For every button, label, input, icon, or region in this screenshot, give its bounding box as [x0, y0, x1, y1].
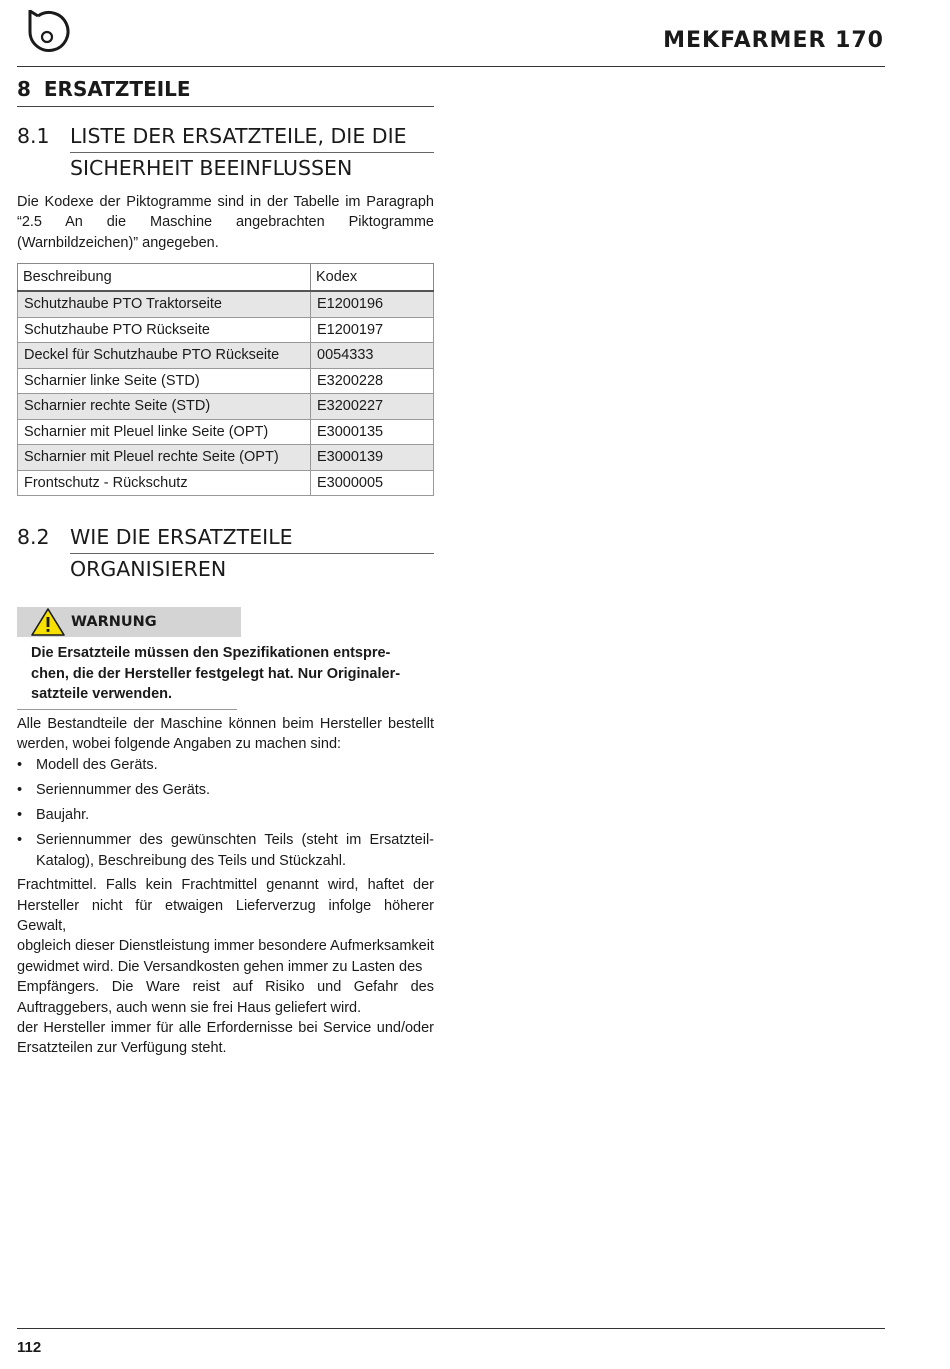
- section-8-2-number: 8.2: [17, 525, 50, 550]
- table-row: [18, 368, 434, 394]
- section-8-1-title-line2: SICHERHEIT BEEINFLUSSEN: [70, 156, 353, 180]
- ordering-list: [17, 755, 434, 871]
- list-item: • Seriennummer des gewünschten Teils (steht im Ersatzteil-Katalog), Beschreibung des Teils und Stückzahl.: [17, 830, 434, 871]
- ordering-notes: [17, 875, 434, 1059]
- row-code: E1200197: [311, 317, 434, 343]
- row-code: E3200227: [311, 394, 434, 420]
- ordering-note: Frachtmittel. Falls kein Frachtmittel genannt wird, haftet der Hersteller nicht für etwaigen Lieferverzug infolge höherer Gewalt,: [17, 877, 434, 935]
- ordering-note: Empfängers. Die Ware reist auf Risiko und Gefahr des Auftraggebers, auch wenn sie frei Haus geliefert wird.: [17, 979, 434, 1016]
- table-row: [18, 445, 434, 471]
- row-description: Scharnier linke Seite (STD): [18, 368, 311, 394]
- row-code: E3000005: [311, 470, 434, 496]
- table-row: [18, 343, 434, 369]
- warning-line: Die Ersatzteile müssen den Spezifikationen entspre-: [31, 645, 391, 662]
- list-item: • Baujahr.: [17, 805, 434, 825]
- section-8-1-heading: [17, 121, 434, 184]
- warning-triangle-icon: [31, 608, 65, 636]
- row-code: E3000135: [311, 419, 434, 445]
- row-code: E1200196: [311, 291, 434, 317]
- ordering-note: der Hersteller immer für alle Erfordernisse bei Service und/oder Ersatzteilen zur Verfügung steht.: [17, 1020, 434, 1057]
- section-8-1-intro: Die Kodexe der Piktogramme sind in der Tabelle im Paragraph “2.5 An die Maschine angebrachten Piktogramme (Warnbildzeichen)” angegeben.: [17, 194, 434, 251]
- row-code: E3000139: [311, 445, 434, 471]
- table-row: [18, 419, 434, 445]
- warning-line: chen, die der Hersteller festgelegt hat. Nur Originaler-: [31, 665, 401, 682]
- header-code: Kodex: [311, 264, 434, 292]
- parts-table: [17, 263, 434, 496]
- warning-line: satzteile verwenden.: [31, 686, 173, 703]
- table-row: [18, 470, 434, 496]
- section-8-1-number: 8.1: [17, 124, 50, 148]
- header-rule: [17, 66, 885, 67]
- main-column: [17, 74, 434, 1059]
- row-description: Scharnier mit Pleuel linke Seite (OPT): [18, 419, 311, 445]
- section-8-number: 8: [17, 77, 31, 101]
- warning-label: WARNUNG: [71, 614, 157, 631]
- row-description: Schutzhaube PTO Rückseite: [18, 317, 311, 343]
- warning-rule: [17, 709, 237, 710]
- section-8-title: ERSATZTEILE: [43, 77, 191, 101]
- section-8-1-title-line1: LISTE DER ERSATZTEILE, DIE DIE: [70, 121, 434, 153]
- table-row: [18, 317, 434, 343]
- section-8-heading: [17, 74, 434, 107]
- row-description: Frontschutz - Rückschutz: [18, 470, 311, 496]
- section-8-2-title-line1: WIE DIE ERSATZTEILE: [70, 522, 434, 554]
- brand-name: MEKFARMER 170: [663, 28, 884, 53]
- parts-table-header: [18, 264, 434, 292]
- row-description: Scharnier mit Pleuel rechte Seite (OPT): [18, 445, 311, 471]
- footer-rule: [17, 1328, 885, 1329]
- row-description: Scharnier rechte Seite (STD): [18, 394, 311, 420]
- section-8-2-heading: [17, 522, 434, 585]
- warning-text: [31, 643, 401, 705]
- header-description: Beschreibung: [18, 264, 311, 292]
- warning-header: [17, 607, 241, 637]
- row-code: 0054333: [311, 343, 434, 369]
- row-description: Deckel für Schutzhaube PTO Rückseite: [18, 343, 311, 369]
- page-number: 112: [17, 1339, 42, 1356]
- list-item: • Seriennummer des Geräts.: [17, 780, 434, 800]
- list-item: • Modell des Geräts.: [17, 755, 434, 775]
- row-description: Schutzhaube PTO Traktorseite: [18, 291, 311, 317]
- ordering-note: obgleich dieser Dienstleistung immer besondere Aufmerksamkeit gewidmet wird. Die Versandkosten gehen immer zu Lasten des: [17, 938, 434, 975]
- table-row: [18, 394, 434, 420]
- row-code: E3200228: [311, 368, 434, 394]
- ordering-intro: Alle Bestandteile der Maschine können beim Hersteller bestellt werden, wobei folgende Angaben zu machen sind:: [17, 716, 434, 753]
- table-row: [18, 291, 434, 317]
- brand-logo-icon: [24, 6, 72, 58]
- section-8-2-title-line2: ORGANISIEREN: [70, 557, 227, 582]
